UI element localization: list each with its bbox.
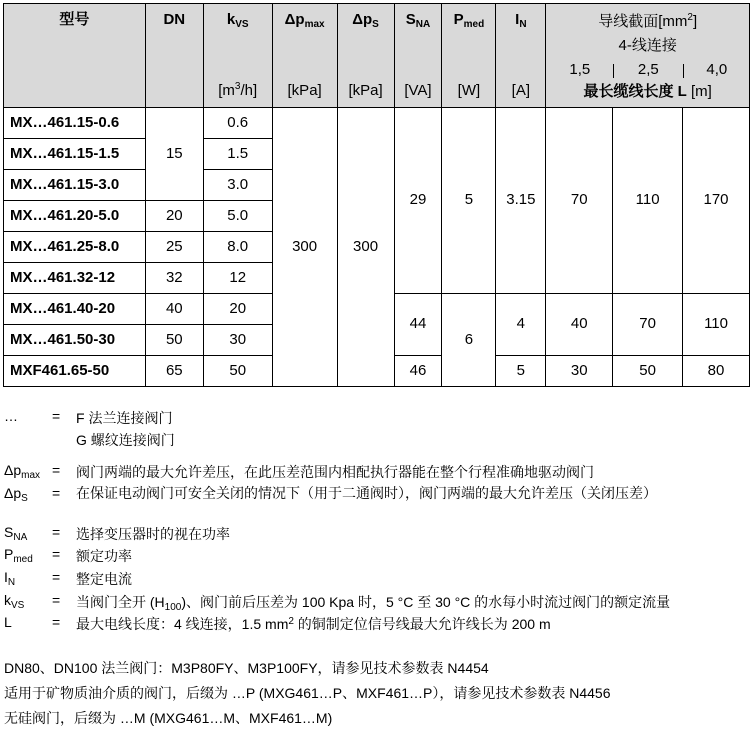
legend-symbol: $k_{VS}$	[4, 592, 25, 611]
wire-size-3: 4,0	[706, 61, 728, 78]
length-2-5-cell: 110	[613, 108, 683, 294]
header-dn: DN	[145, 4, 203, 108]
model-cell: MX…461.15-1.5	[4, 139, 146, 170]
dpmax-cell: 300	[272, 108, 337, 387]
legend-text: 最大电线长度：4 线连接，1.5 $mm^2$ 的铜制定位信号线最大允许线长为 200 m	[76, 616, 551, 632]
length-4-0-cell: 110	[683, 294, 750, 356]
legend-text: 在保证电动阀门可安全关闭的情况下（用于二通阀时），阀门两端的最大允许差压（关闭压差）	[76, 485, 657, 501]
legend-text: 选择变压器时的视在功率	[76, 526, 230, 542]
legend-text: G 螺纹连接阀门	[76, 432, 175, 448]
header-pmed: $P_{med}$ [W]	[442, 4, 496, 108]
wire-length-label: 最长缆线长度 L [m]	[583, 83, 712, 100]
dps-cell: 300	[337, 108, 394, 387]
wire-size-2: 2,5	[637, 61, 659, 78]
model-cell: MX…461.50-30	[4, 325, 146, 356]
length-1-5-cell: 40	[546, 294, 613, 356]
legend-symbol: $P_{med}$	[4, 546, 33, 565]
legend-equals: =	[52, 408, 61, 424]
dn-cell: 20	[145, 201, 203, 232]
kvs-cell: 0.6	[203, 108, 272, 139]
dn-cell: 50	[145, 325, 203, 356]
unit-pmed: [W]	[457, 81, 481, 99]
length-2-5-cell: 70	[613, 294, 683, 356]
unit-dps: [kPa]	[348, 81, 383, 99]
sna-cell: 29	[394, 108, 442, 294]
legend-equals: =	[52, 546, 61, 562]
header-kvs: $k_{VS}$ $[m^3/h]$	[203, 4, 272, 108]
dn-cell: 15	[145, 108, 203, 201]
model-cell: MX…461.32-12	[4, 263, 146, 294]
spec-table	[3, 3, 750, 387]
model-cell: MX…461.25-8.0	[4, 232, 146, 263]
legend-equals: =	[52, 524, 61, 540]
footer-note-2: 适用于矿物质油介质的阀门，后缀为 …P (MXG461…P、MXF461…P），请参见技术参数表 N4456	[4, 685, 611, 701]
header-dps: $\Delta p_S$ [kPa]	[337, 4, 394, 108]
model-cell: MX…461.40-20	[4, 294, 146, 325]
pmed-cell: 5	[442, 108, 496, 294]
footer-note-3: 无硅阀门，后缀为 …M (MXG461…M、MXF461…M)	[4, 710, 333, 726]
sna-cell: 44	[394, 294, 442, 356]
wire-sizes	[546, 62, 749, 84]
dn-cell: 65	[145, 356, 203, 387]
legend-equals: =	[52, 569, 61, 585]
legend-symbol: $S_{NA}$	[4, 524, 28, 543]
legend-equals: =	[52, 462, 61, 478]
legend-equals: =	[52, 485, 61, 501]
kvs-cell: 1.5	[203, 139, 272, 170]
sna-cell: 46	[394, 356, 442, 387]
header-sna: $S_{NA}$ [VA]	[394, 4, 442, 108]
kvs-cell: 5.0	[203, 201, 272, 232]
footer-note-1: DN80、DN100 法兰阀门：M3P80FY、M3P100FY，请参见技术参数表 N4454	[4, 660, 489, 676]
kvs-cell: 8.0	[203, 232, 272, 263]
legend-text: 额定功率	[76, 548, 132, 564]
model-cell: MX…461.15-3.0	[4, 170, 146, 201]
kvs-cell: 3.0	[203, 170, 272, 201]
legend-equals: =	[52, 614, 61, 630]
legend-symbol: $\Delta p_S$	[4, 485, 28, 504]
legend-symbol: $I_N$	[4, 569, 16, 588]
in-cell: 5	[496, 356, 546, 387]
length-4-0-cell: 80	[683, 356, 750, 387]
legend-symbol: L	[4, 614, 12, 630]
kvs-cell: 50	[203, 356, 272, 387]
length-1-5-cell: 70	[546, 108, 613, 294]
table-row	[4, 108, 750, 139]
kvs-cell: 20	[203, 294, 272, 325]
in-cell: 3.15	[496, 108, 546, 294]
header-dpmax: $\Delta p_{max}$ [kPa]	[272, 4, 337, 108]
pmed-cell: 6	[442, 294, 496, 387]
length-1-5-cell: 30	[546, 356, 613, 387]
kvs-cell: 30	[203, 325, 272, 356]
dn-cell: 25	[145, 232, 203, 263]
dn-cell: 40	[145, 294, 203, 325]
dn-cell: 32	[145, 263, 203, 294]
legend-text: 整定电流	[76, 571, 132, 587]
model-cell: MXF461.65-50	[4, 356, 146, 387]
legend-text: 阀门两端的最大允许差压，在此压差范围内相配执行器能在整个行程准确地驱动阀门	[76, 464, 594, 480]
unit-sna: [VA]	[404, 81, 432, 99]
legend-text: F 法兰连接阀门	[76, 410, 173, 426]
kvs-cell: 12	[203, 263, 272, 294]
wire-connection: 4-线连接	[618, 37, 677, 54]
legend-symbol: …	[4, 408, 18, 424]
wire-size-1: 1,5	[569, 61, 591, 78]
header-model: 型号	[4, 4, 146, 108]
model-cell: MX…461.20-5.0	[4, 201, 146, 232]
legend-text: 当阀门全开 $(H_{100})$、阀门前后压差为 100 Kpa 时，5 °C 至 30 °C 的水每小时流过阀门的额定流量	[76, 594, 671, 613]
wire-title: 导线截面$[mm^2]$	[598, 12, 698, 30]
header-wire-section	[546, 4, 750, 108]
unit-dpmax: [kPa]	[287, 81, 322, 99]
length-4-0-cell: 170	[683, 108, 750, 294]
unit-in: [A]	[511, 81, 531, 99]
legend-symbol: $\Delta p_{max}$	[4, 462, 41, 481]
unit-kvs: $[m^3/h]$	[218, 80, 258, 99]
header-in: $I_N$ [A]	[496, 4, 546, 108]
legend-equals: =	[52, 592, 61, 608]
in-cell: 4	[496, 294, 546, 356]
length-2-5-cell: 50	[613, 356, 683, 387]
header-row	[4, 4, 750, 108]
model-cell: MX…461.15-0.6	[4, 108, 146, 139]
